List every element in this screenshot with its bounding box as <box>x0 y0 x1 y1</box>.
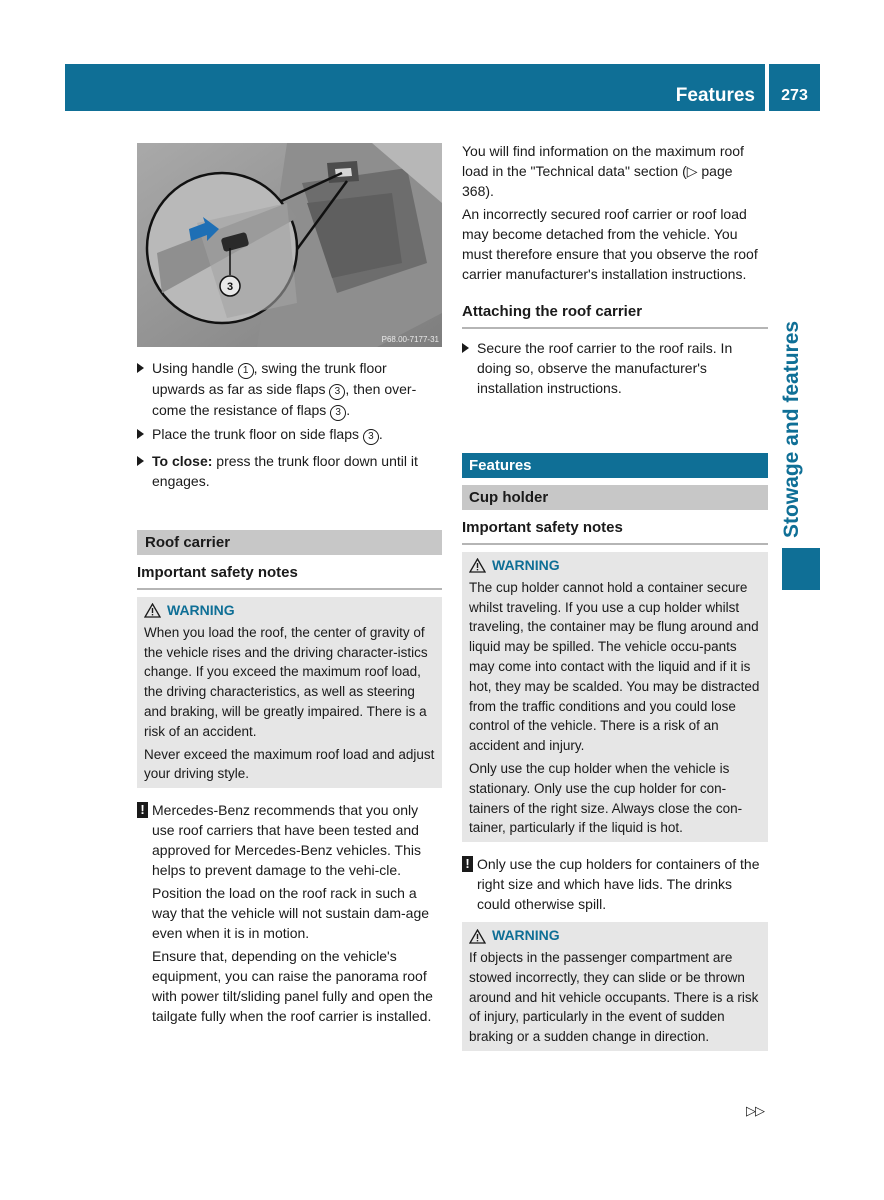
attach-heading: Attaching the roof carrier <box>462 302 768 329</box>
warning-title: WARNING <box>492 927 560 944</box>
note-text: Only use the cup holders for containers of the right size and which have lids. The drinks could otherwise spill. <box>477 856 760 913</box>
warning-box <box>137 597 442 788</box>
note-text: Position the load on the roof rack in such a way that the vehicle will not sustain dam-age even when it is in motion. <box>152 885 430 942</box>
note-block <box>137 800 442 1026</box>
safety-notes-heading: Important safety notes <box>137 563 442 590</box>
roof-carrier-heading: Roof carrier <box>137 530 442 555</box>
callout-3: 3 <box>330 405 346 421</box>
side-tab-marker <box>782 548 820 590</box>
bullet-arrow-icon <box>137 429 144 439</box>
warning-text: When you load the roof, the center of gravity of the vehicle rises and the driving character-istics change. If you exceed the maximum roof load, the driving characteristics, as well as steering and braking, will be greatly impaired. There is a risk of an accident. <box>144 624 428 739</box>
warning-triangle-icon <box>144 603 161 618</box>
callout-3: 3 <box>363 429 379 445</box>
step-secure-carrier: Secure the roof carrier to the roof rails. In doing so, observe the manufacturer's installation instructions. <box>462 338 768 398</box>
warning-triangle-icon <box>469 558 486 573</box>
side-tab-label: Stowage and features <box>780 320 803 538</box>
intro-text: An incorrectly secured roof carrier or roof load may become detached from the vehicle. You must therefore ensure that you observe the roof carrier manufacturer's installation instructions. <box>462 206 758 282</box>
exclamation-icon: ! <box>137 802 148 818</box>
safety-notes-heading: Important safety notes <box>462 518 768 545</box>
step-close: To close: press the trunk floor down until it engages. <box>137 451 442 491</box>
warning-title: WARNING <box>492 557 560 573</box>
page-number: 273 <box>781 87 808 104</box>
bullet-arrow-icon <box>462 343 469 353</box>
photo-code: P68.00-7177-31 <box>381 335 439 344</box>
step-swing-floor: Using handle 1 , swing the trunk floor upwards as far as side flaps 3 , then over-come the resistance of flaps 3 . <box>137 358 442 421</box>
bullet-arrow-icon <box>137 363 144 373</box>
features-heading: Features <box>462 453 768 478</box>
warning-text: Never exceed the maximum roof load and adjust your driving style. <box>144 746 435 782</box>
cup-holder-heading: Cup holder <box>462 485 768 510</box>
page-number-box <box>769 64 820 111</box>
right-column <box>462 141 768 401</box>
warning-box <box>462 922 768 1051</box>
features-section <box>462 453 768 1051</box>
section-title: Features <box>675 85 755 106</box>
note-block <box>462 854 768 914</box>
intro-text: You will find information on the maximum roof load in the "Technical data" section (▷ page 368). <box>462 143 744 199</box>
step-place-floor: Place the trunk floor on side flaps 3 . <box>137 424 442 445</box>
note-text: Mercedes-Benz recommends that you only use roof carriers that have been tested and approved for Mercedes-Benz vehicles. This helps to prevent damage to the vehi-cle. <box>152 802 421 879</box>
warning-text: The cup holder cannot hold a container secure whilst traveling. If you use a cup holder whilst traveling, the container may be flung around and liquid may be spilled. The vehicle occu-pants may come into contact with the liquid and if it is hot, they may be scalded. You may be distracted from the traffic conditions and you could lose control of the vehicle. There is a risk of an accident and injury. <box>469 579 760 754</box>
header-bar <box>65 64 765 111</box>
warning-title: WARNING <box>167 602 235 618</box>
callout-3: 3 <box>329 384 345 400</box>
warning-box <box>462 552 768 842</box>
warning-text: If objects in the passenger compartment are stowed incorrectly, they can slide or be thrown around and hit vehicle occupants. There is a risk of injury, particularly in the event of sudden braking or a sudden change in direction. <box>469 949 759 1045</box>
warning-text: Only use the cup holder when the vehicle is stationary. Only use the cup holder for con-tainers of the right size. Always close the con-tainer, particularly if the liquid is hot. <box>469 760 743 836</box>
exclamation-icon: ! <box>462 856 473 872</box>
note-text: Ensure that, depending on the vehicle's equipment, you can raise the panorama roof with power tilt/sliding panel fully and open the tailgate fully when the roof carrier is installed. <box>152 948 433 1025</box>
bullet-arrow-icon <box>137 456 144 466</box>
warning-triangle-icon <box>469 929 486 944</box>
roof-carrier-section <box>137 530 442 1026</box>
photo-callout: 3 <box>226 281 234 293</box>
trunk-floor-photo <box>137 143 442 347</box>
callout-1: 1 <box>238 363 254 379</box>
left-column <box>137 358 442 494</box>
continue-arrows-icon: ▷▷ <box>746 1103 764 1118</box>
